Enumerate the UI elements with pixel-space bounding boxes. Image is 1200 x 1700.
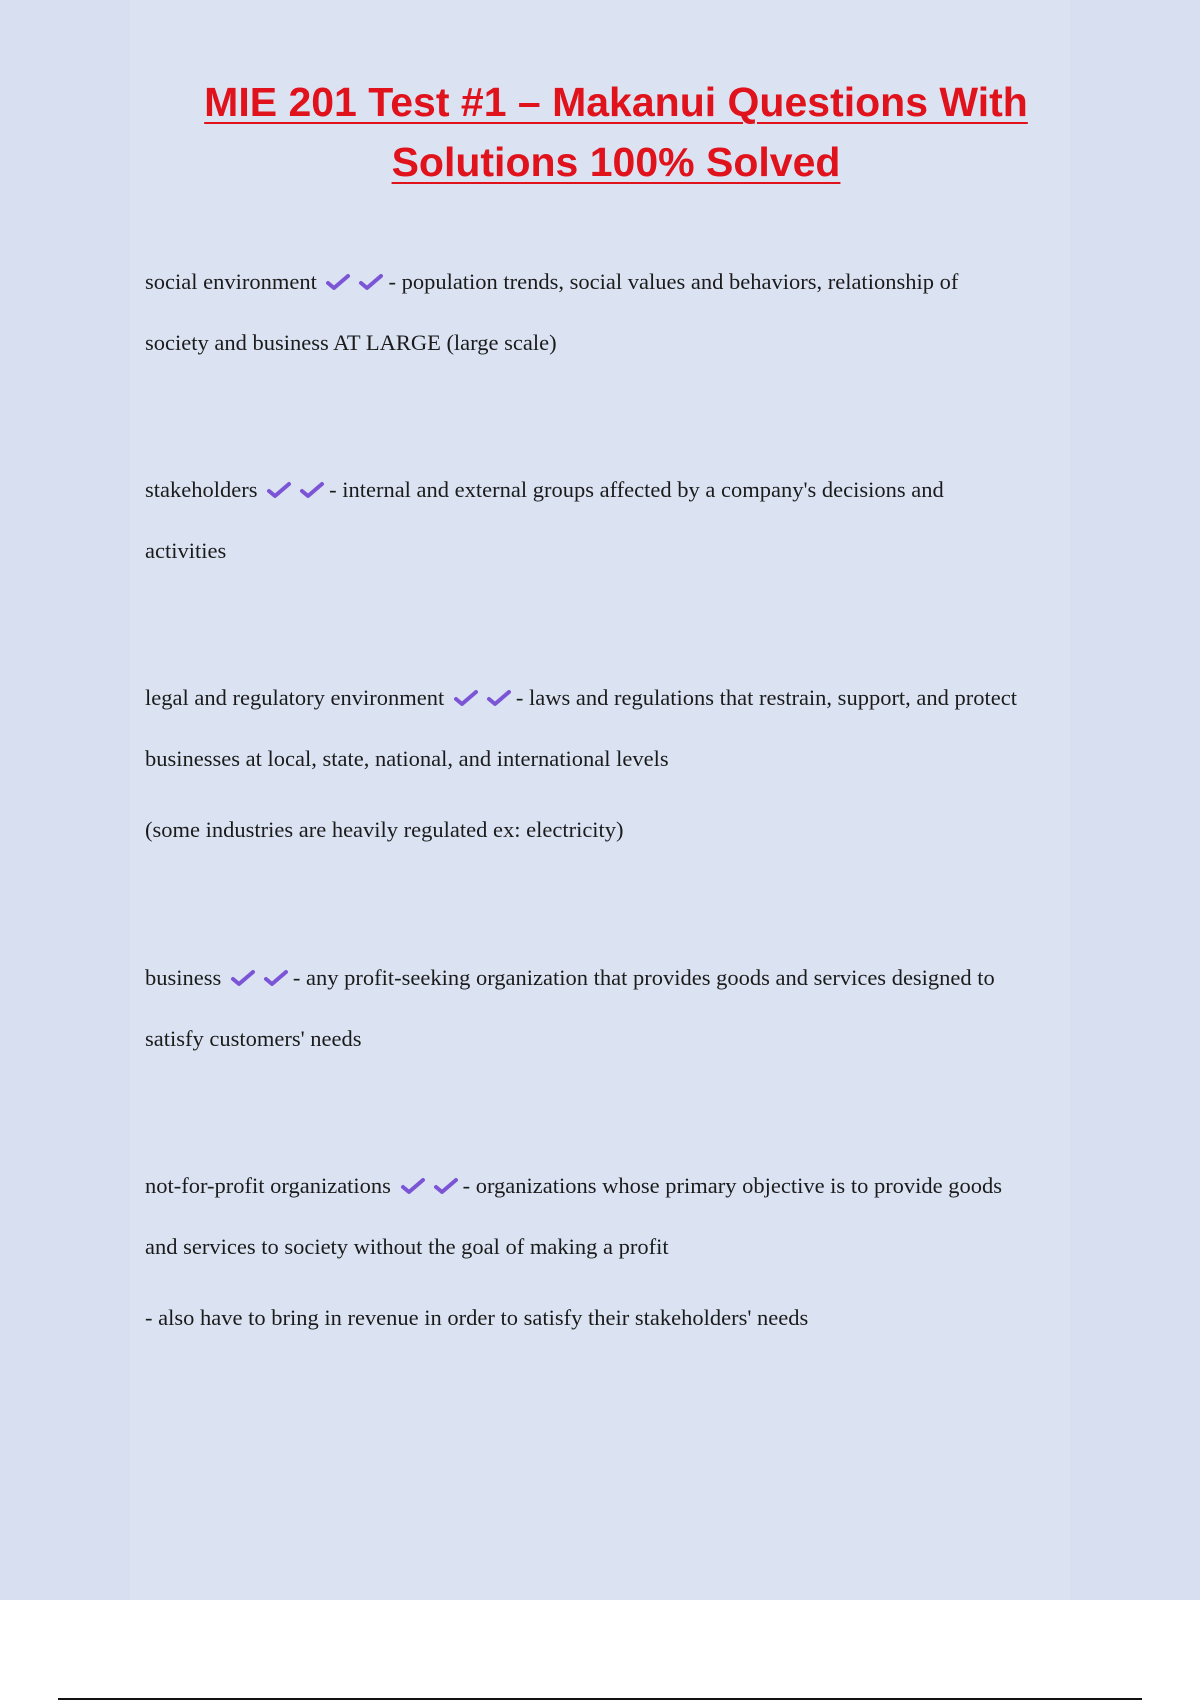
- entry-definition: - laws and regulations that restrain, support, and protect: [515, 685, 1018, 710]
- entry-definition: - internal and external groups affected by a company's decisions and: [329, 477, 944, 502]
- entry-term: stakeholders: [145, 477, 258, 502]
- entry-line-1: [145, 251, 1085, 312]
- page-left-band: [0, 0, 130, 1600]
- check-icon: [358, 272, 388, 292]
- entry-line-2: satisfy customers' needs: [145, 1026, 362, 1051]
- qa-entry-business: [145, 947, 1085, 1069]
- entry-line-2: and services to society without the goal of making a profit: [145, 1234, 669, 1259]
- title-line-1: MIE 201 Test #1 – Makanui Questions With: [204, 79, 1028, 125]
- qa-entry-stakeholders: [145, 459, 1085, 581]
- check-icon: [486, 688, 516, 708]
- entry-definition: - population trends, social values and behaviors, relationship of: [388, 269, 959, 294]
- entry-term: legal and regulatory environment: [145, 685, 445, 710]
- qa-entry-social-environment: [145, 251, 1085, 373]
- check-icon: [299, 480, 329, 500]
- entry-line-2: society and business AT LARGE (large scale): [145, 330, 557, 355]
- page-right-band: [1070, 0, 1200, 1600]
- document-title: [130, 72, 1102, 192]
- qa-entry-not-for-profit: [145, 1155, 1085, 1348]
- check-icon: [453, 688, 483, 708]
- entry-term: not-for-profit organizations: [145, 1173, 391, 1198]
- entry-line-2: activities: [145, 538, 227, 563]
- entry-line-1: [145, 947, 1085, 1008]
- title-line-2: Solutions 100% Solved: [391, 139, 841, 185]
- entry-extra-note: (some industries are heavily regulated ex: electricity): [145, 817, 624, 842]
- entry-term: business: [145, 965, 222, 990]
- entry-line-1: [145, 1155, 1085, 1216]
- check-icon: [433, 1176, 463, 1196]
- entry-line-1: [145, 459, 1085, 520]
- entry-line-1: [145, 667, 1085, 728]
- check-icon: [263, 968, 293, 988]
- check-icon: [230, 968, 260, 988]
- entry-term: social environment: [145, 269, 317, 294]
- entry-extra-note: - also have to bring in revenue in order to satisfy their stakeholders' needs: [145, 1305, 809, 1330]
- check-icon: [400, 1176, 430, 1196]
- entry-definition: - organizations whose primary objective is to provide goods: [462, 1173, 1003, 1198]
- check-icon: [325, 272, 355, 292]
- entry-definition: - any profit-seeking organization that provides goods and services designed to: [292, 965, 995, 990]
- qa-entry-legal-regulatory-environment: [145, 667, 1085, 860]
- check-icon: [266, 480, 296, 500]
- entry-line-2: businesses at local, state, national, and international levels: [145, 746, 669, 771]
